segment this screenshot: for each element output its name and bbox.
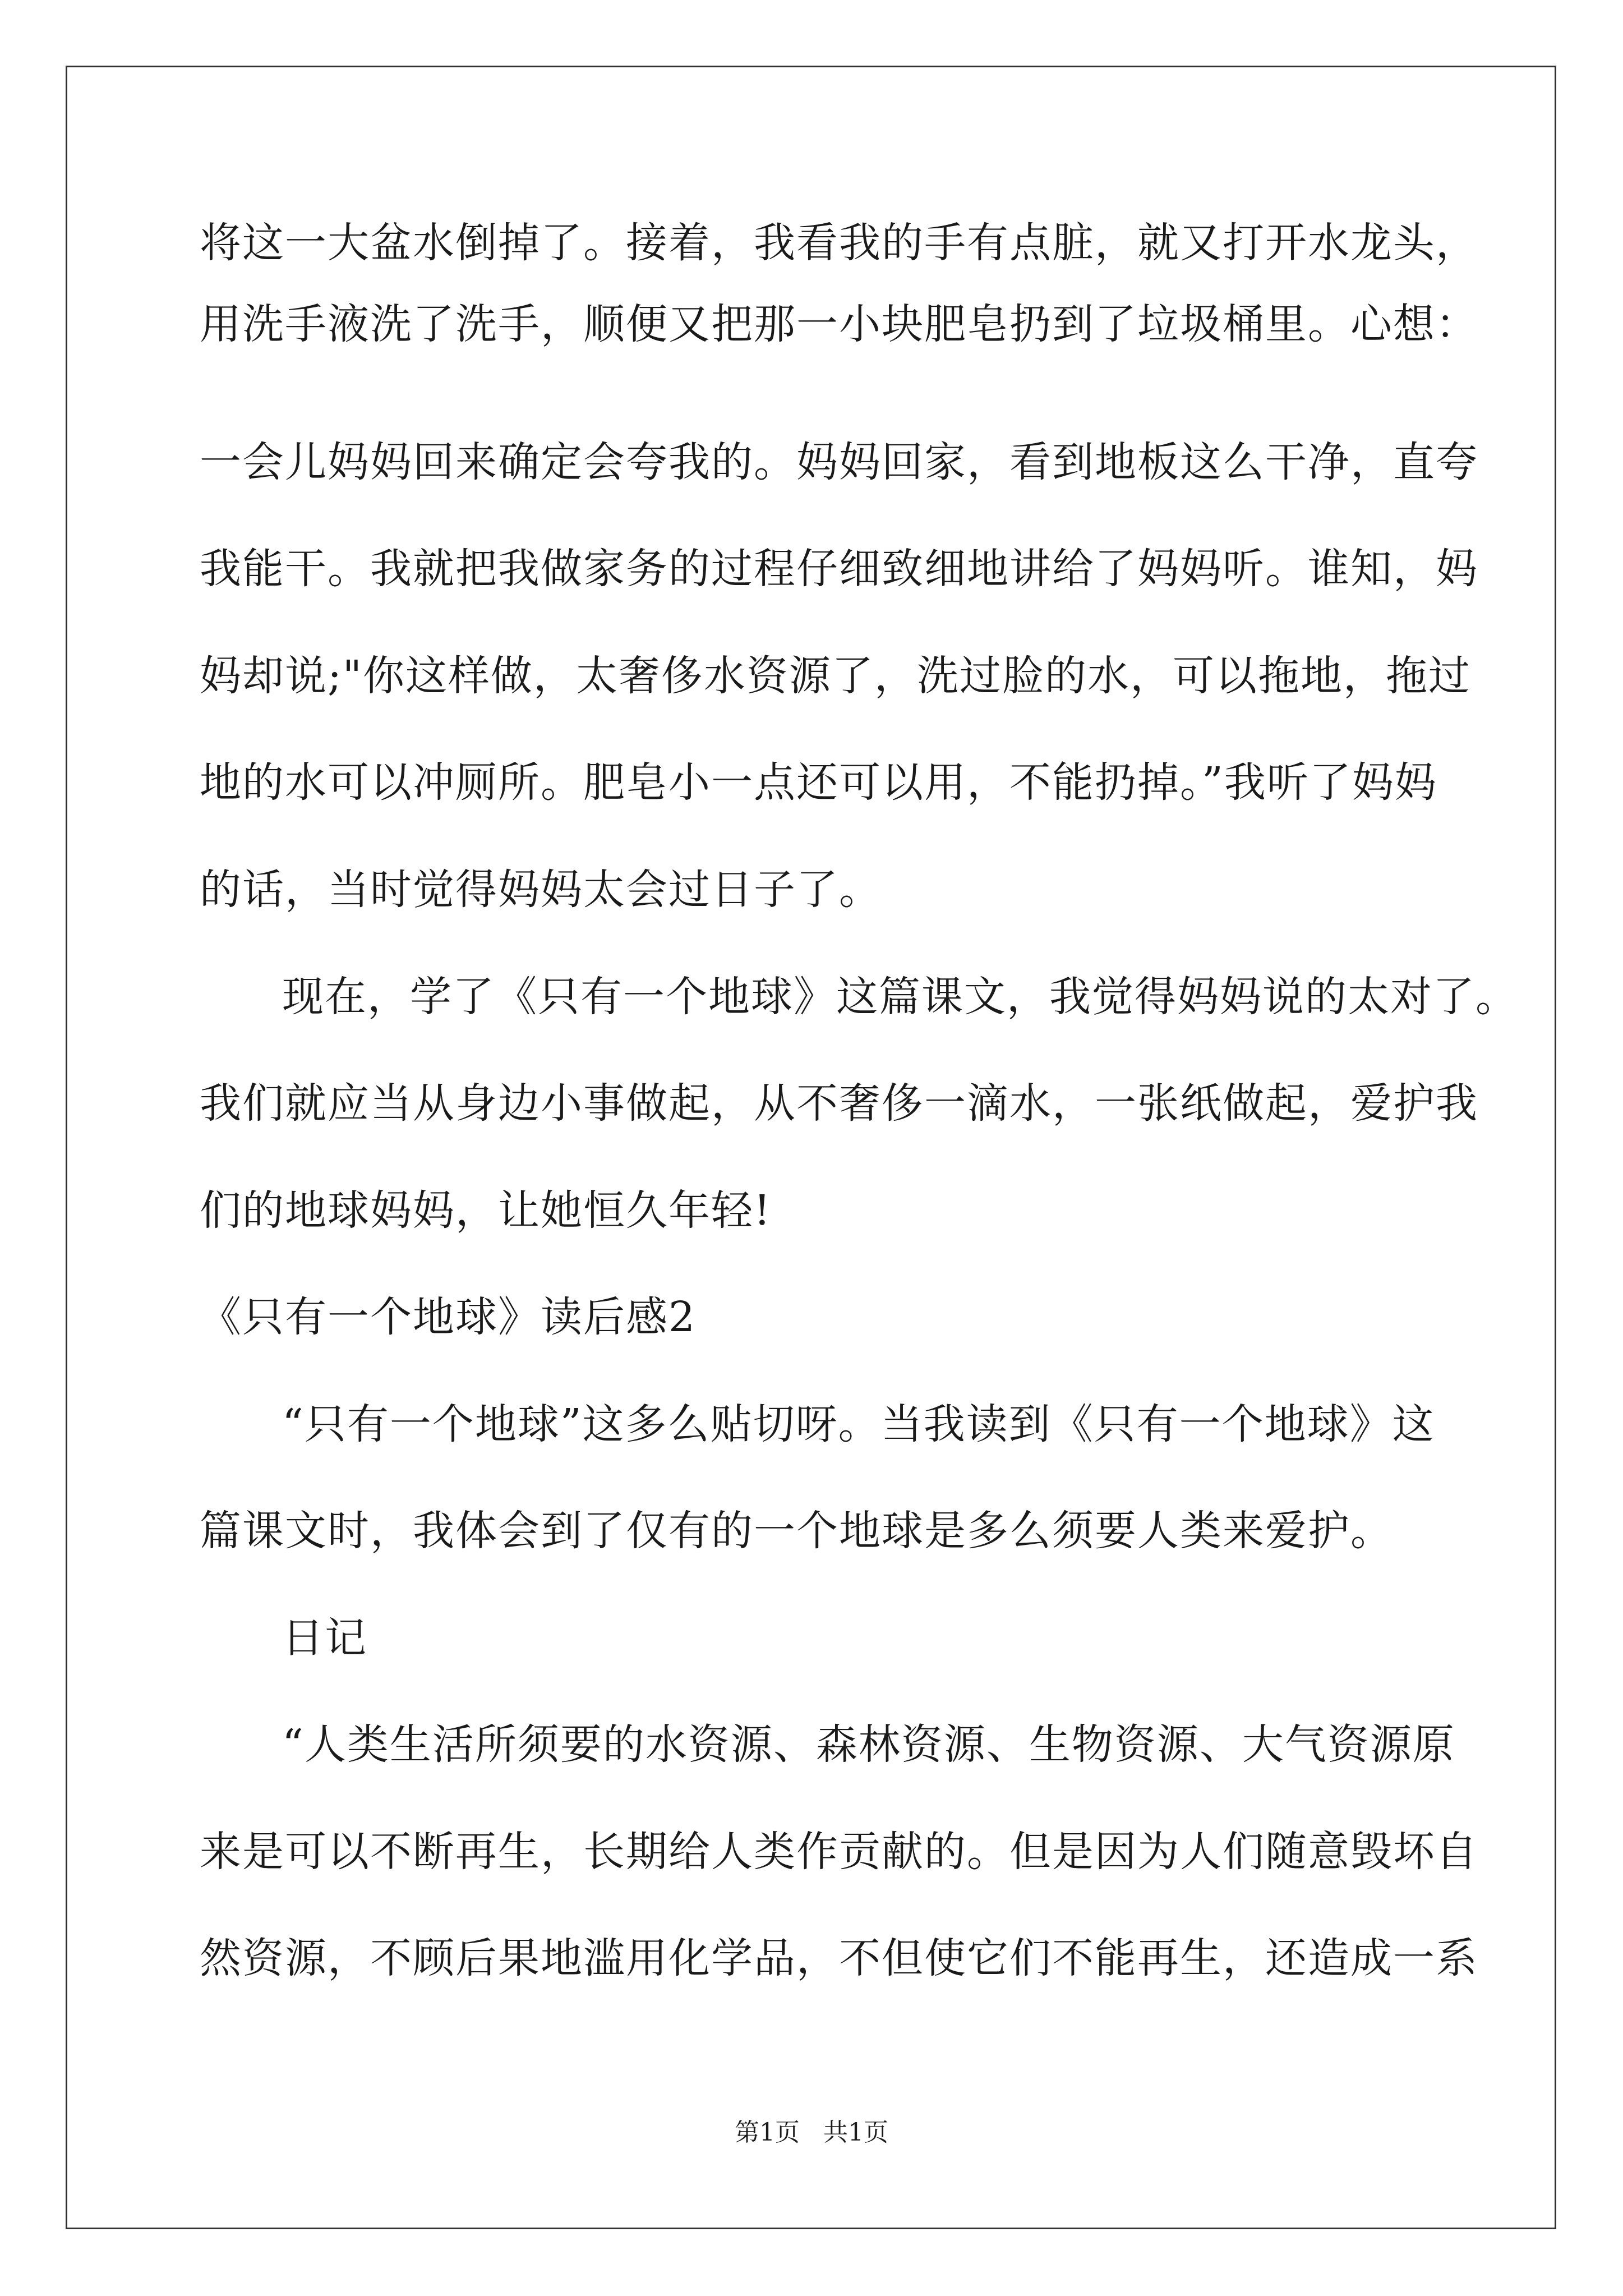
body-line-9: 我们就应当从身边小事做起，从不奢侈一滴水，一张纸做起，爱护我 [200,1079,1478,1128]
body-line-13: 篇课文时，我体会到了仅有的一个地球是多么须要人类来爱护。 [200,1507,1393,1555]
diary-label: 日记 [282,1614,367,1662]
paragraph-line-indented-3: “人类生活所须要的水资源、森林资源、生物资源、大气资源原 [282,1720,1455,1769]
body-line-4: 我能干。我就把我做家务的过程仔细致细地讲给了妈妈听。谁知，妈 [200,545,1478,593]
page-border [66,66,1556,2229]
body-line-7: 的话，当时觉得妈妈太会过日子了。 [200,866,882,914]
body-line-3: 一会儿妈妈回来确定会夸我的。妈妈回家，看到地板这么干净，直夸 [200,438,1478,486]
paragraph-line-indented-2: “只有一个地球”这多么贴切呀。当我读到《只有一个地球》这 [282,1400,1435,1448]
body-line-16: 来是可以不断再生，长期给人类作贡献的。但是因为人们随意毁坏自 [200,1828,1478,1876]
body-line-5: 妈却说;"你这样做，太奢侈水资源了，洗过脸的水，可以拖地，拖过 [200,652,1471,700]
body-line-6: 地的水可以冲厕所。肥皂小一点还可以用，不能扔掉。”我听了妈妈 [200,758,1437,807]
body-line-17: 然资源，不顾后果地滥用化学品，不但使它们不能再生，还造成一系 [200,1934,1478,1982]
paragraph-line-indented: 现在，学了《只有一个地球》这篇课文，我觉得妈妈说的太对了。 [282,973,1518,1021]
body-line-2: 用洗手液洗了洗手，顺便又把那一小块肥皂扔到了垃圾桶里。心想： [200,300,1478,348]
page-number-footer: 第1页 共1页 [735,2118,888,2147]
body-line-10: 们的地球妈妈，让她恒久年轻! [200,1186,772,1235]
body-line-1: 将这一大盆水倒掉了。接着，我看我的手有点脏，就又打开水龙头， [200,219,1478,267]
section-heading: 《只有一个地球》读后感2 [200,1293,697,1341]
